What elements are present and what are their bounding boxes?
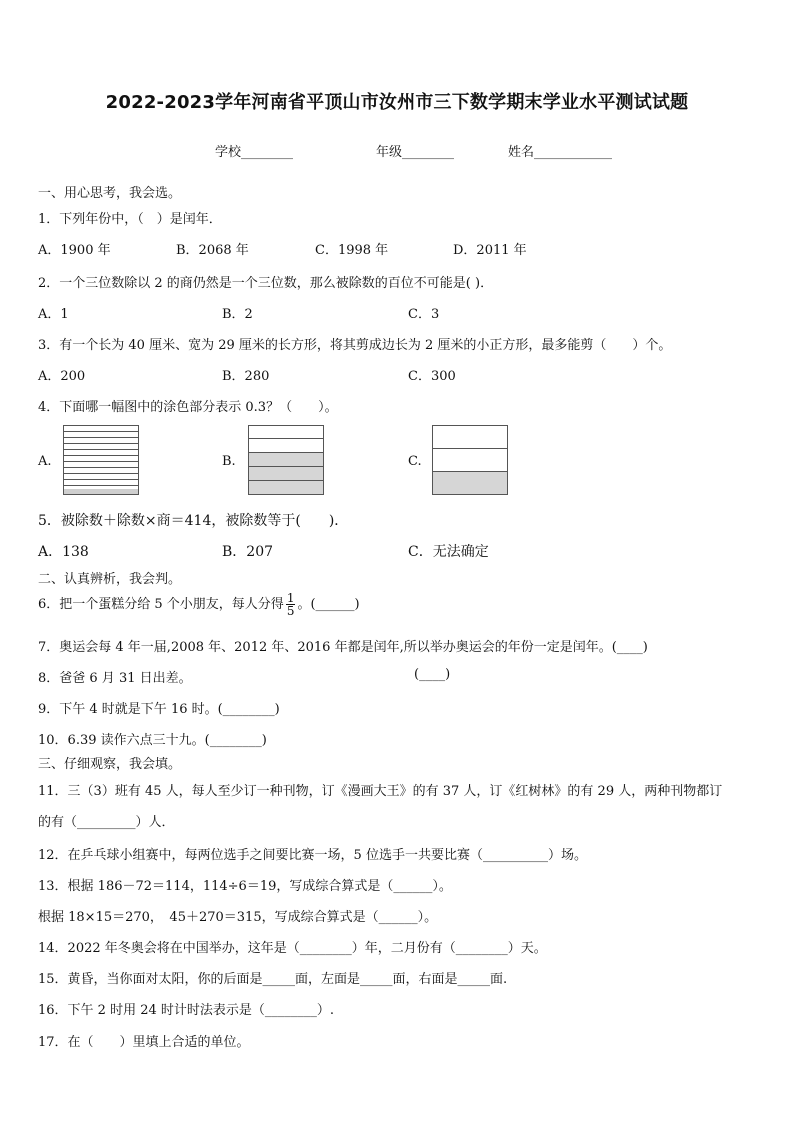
question-9: 9．下午 4 时就是下午 16 时。(________)	[38, 702, 280, 717]
q3-option-b: B．280	[222, 369, 270, 384]
q1-option-c: C．1998 年	[315, 243, 389, 258]
question-13-line-1: 13．根据 186－72＝114，114÷6＝19，写成综合算式是（______）。	[38, 879, 452, 894]
question-17: 17．在（ ）里填上合适的单位。	[38, 1035, 250, 1050]
section-1-heading: 一、用心思考，我会选。	[38, 186, 182, 201]
question-5: 5．被除数＋除数×商＝414，被除数等于( )．	[38, 513, 349, 529]
grade-field: 年级________	[376, 145, 455, 160]
figure-a-striped-rectangle	[63, 425, 139, 495]
q6-numerator: 1	[286, 591, 295, 605]
q5-option-c: C．无法确定	[408, 544, 489, 560]
q4-option-a: A.	[38, 454, 52, 469]
question-6	[38, 592, 360, 617]
q5-option-b: B．207	[222, 544, 274, 560]
figure-b-shaded-part	[249, 452, 323, 494]
name-field: 姓名____________	[508, 145, 613, 160]
question-10: 10．6.39 读作六点三十九。(________)	[38, 733, 267, 748]
question-4: 4．下面哪一幅图中的涂色部分表示 0.3？（ ）。	[38, 400, 338, 415]
q4-option-c: C.	[408, 454, 422, 469]
section-2-heading: 二、认真辨析，我会判。	[38, 572, 182, 587]
q4-option-b: B.	[222, 454, 236, 469]
q1-option-b: B．2068 年	[176, 243, 249, 258]
question-1: 1．下列年份中，（ ）是闰年．	[38, 212, 222, 227]
q2-option-c: C．3	[408, 307, 440, 322]
q6-text-before: 6．把一个蛋糕分给 5 个小朋友，每人分得	[38, 597, 284, 612]
figure-c-divider-1	[433, 448, 507, 449]
figure-b-divider-4	[249, 480, 323, 481]
q3-option-c: C．300	[408, 369, 456, 384]
figure-b-divider-3	[249, 466, 323, 467]
question-14: 14．2022 年冬奥会将在中国举办，这年是（________）年，二月份有（________）天。	[38, 941, 547, 956]
question-8: 8．爸爸 6 月 31 日出差。	[38, 671, 192, 686]
q2-option-b: B．2	[222, 307, 253, 322]
figure-b-divider-1	[249, 438, 323, 439]
q8-blank: (____)	[414, 667, 451, 682]
q5-option-a: A．138	[38, 544, 89, 560]
figure-c-shaded-part	[433, 471, 507, 494]
question-11-line-1: 11．三（3）班有 45 人，每人至少订一种刊物，订《漫画大王》的有 37 人，订《红树林》的有 29 人，两种刊物都订	[38, 784, 723, 799]
question-2: 2．一个三位数除以 2 的商仍然是一个三位数，那么被除数的百位不可能是( )．	[38, 276, 494, 291]
q6-text-after: 。(______)	[297, 597, 360, 612]
section-3-heading: 三、仔细观察，我会填。	[38, 757, 182, 772]
question-12: 12．在乒乓球小组赛中，每两位选手之间要比赛一场，5 位选手一共要比赛（__________）场。	[38, 848, 587, 863]
q3-option-a: A．200	[38, 369, 86, 384]
figure-c-divider-2	[433, 471, 507, 472]
page-title: 2022-2023学年河南省平顶山市汝州市三下数学期末学业水平测试试题	[105, 92, 689, 113]
question-16: 16．下午 2 时用 24 时计时法表示是（________）.	[38, 1003, 335, 1018]
q1-option-a: A．1900 年	[38, 243, 111, 258]
school-field: 学校________	[215, 145, 294, 160]
question-11-line-2: 的有（_________）人．	[38, 815, 175, 830]
question-13-line-2: 根据 18×15＝270， 45＋270＝315，写成综合算式是（______）。	[38, 910, 438, 925]
question-15: 15．黄昏，当你面对太阳，你的后面是_____面，左面是_____面，右面是_____面.	[38, 972, 508, 987]
q2-option-a: A．1	[38, 307, 69, 322]
question-3: 3．有一个长为 40 厘米、宽为 29 厘米的长方形，将其剪成边长为 2 厘米的小正方形，最多能剪（ ）个。	[38, 338, 672, 353]
q6-fraction	[286, 592, 296, 617]
q6-denominator: 5	[286, 604, 295, 618]
figure-a-shaded-strip	[64, 489, 138, 494]
q1-option-d: D．2011 年	[453, 243, 527, 258]
question-7: 7．奥运会每 4 年一届,2008 年、2012 年、2016 年都是闰年,所以举办奥运会的年份一定是闰年。(____)	[38, 640, 648, 655]
figure-b-divider-2	[249, 452, 323, 453]
